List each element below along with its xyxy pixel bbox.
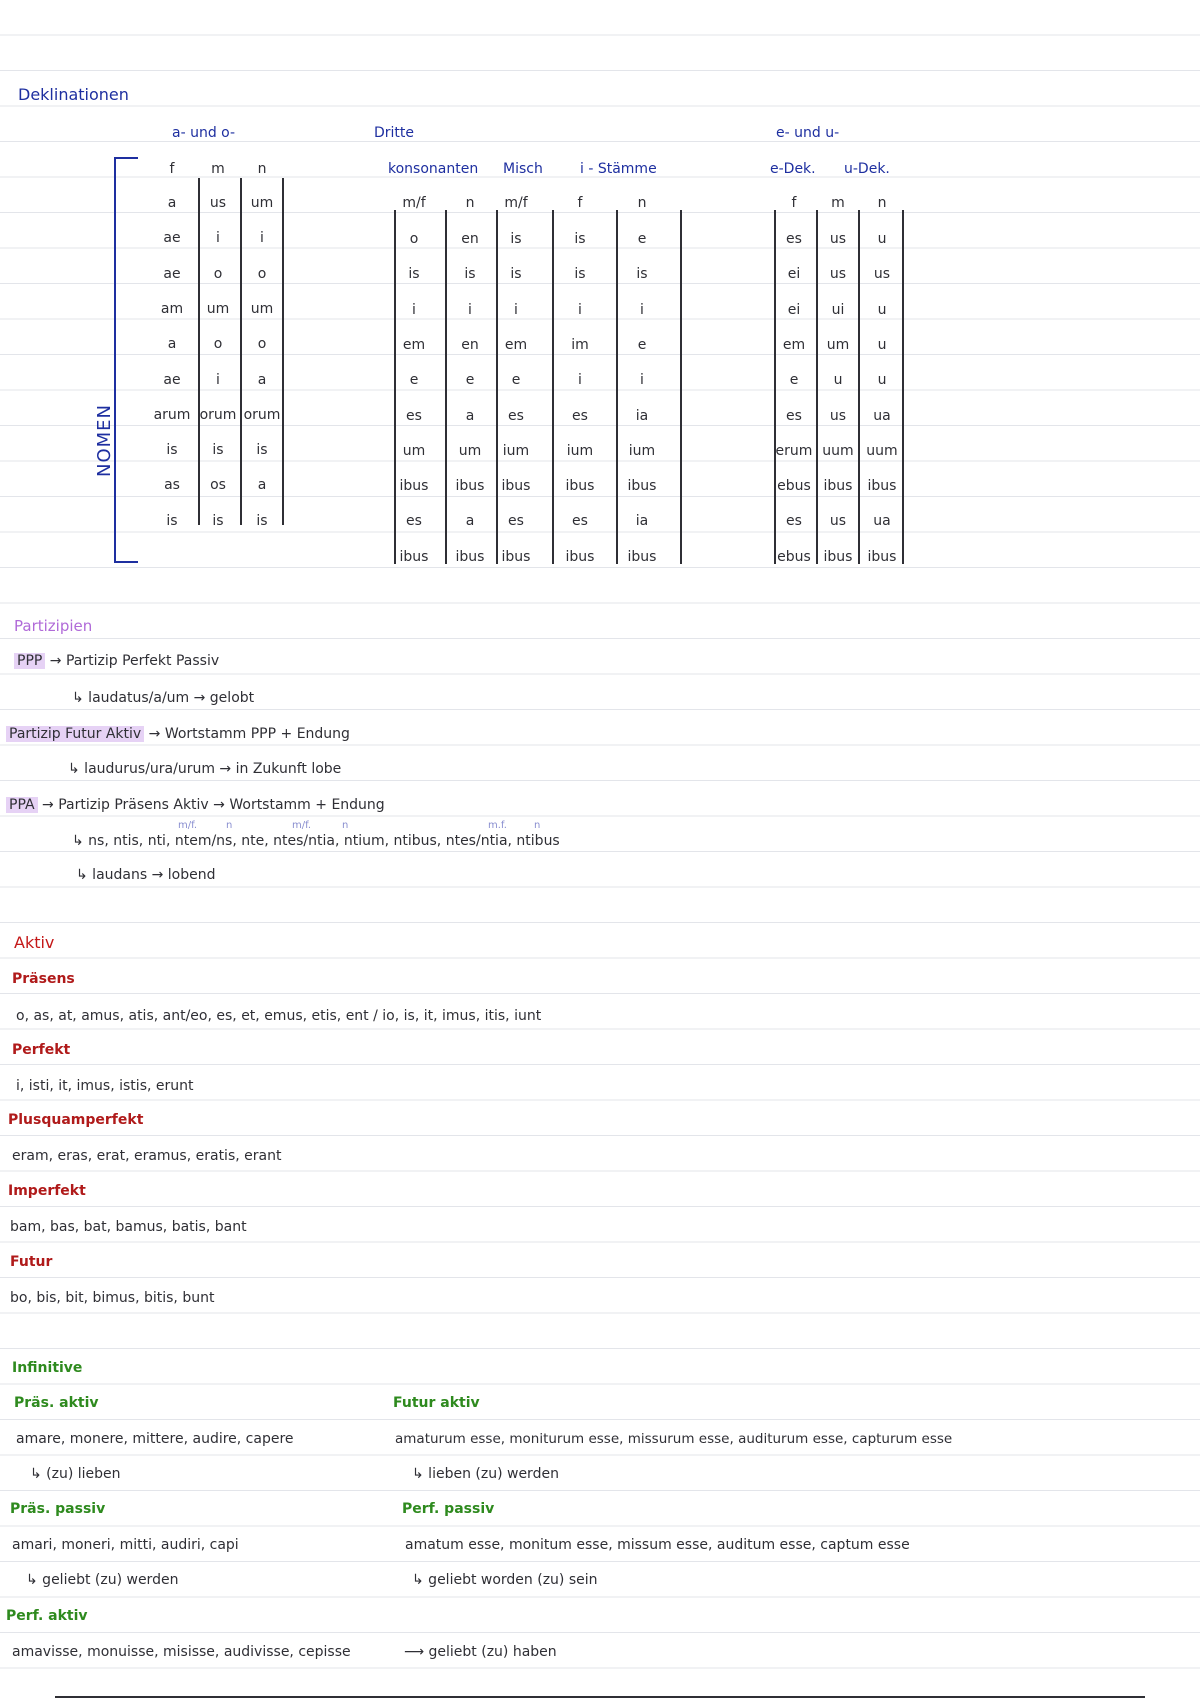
group-e-dek: e-Dek. <box>770 161 816 177</box>
praes-aktiv-forms: amare, monere, mittere, audire, capere <box>16 1431 294 1447</box>
eu-cell: u <box>877 336 887 353</box>
ao-cell: i <box>216 371 220 388</box>
dritte-cell: ium <box>566 442 594 459</box>
ao-header-2: n <box>257 161 267 177</box>
ao-cell: is <box>212 512 224 529</box>
dritte-cell: ium <box>502 442 530 459</box>
eu-cell: ebus <box>777 548 811 565</box>
dritte-cell: i <box>578 301 582 318</box>
dritte-cell: ibus <box>399 548 429 565</box>
ao-cell: o <box>213 336 223 353</box>
infinitive-title: Infinitive <box>12 1360 83 1376</box>
dritte-cell: ibus <box>565 548 595 565</box>
dritte-cell: is <box>574 266 586 283</box>
pfa-label: Partizip Futur Aktiv <box>6 726 144 742</box>
ao-cell: orum <box>199 406 237 423</box>
eu-cell: u <box>833 372 843 389</box>
ao-cell: is <box>166 512 178 529</box>
ppp-line <box>14 652 219 670</box>
ppp-example: ↳ laudatus/a/um → gelobt <box>72 690 255 706</box>
ppa-label: PPA <box>6 797 38 813</box>
dritte-cell: ia <box>635 407 649 424</box>
nomen-bracket <box>114 157 138 563</box>
ao-cell: um <box>250 300 274 317</box>
ao-cell: os <box>210 477 226 494</box>
ao-cell: ae <box>163 371 181 388</box>
eu-column-divider <box>858 210 860 564</box>
dritte-cell: es <box>406 407 422 424</box>
dritte-cell: i <box>640 372 644 389</box>
ao-cell: a <box>167 195 177 211</box>
group-i-staemme: i - Stämme <box>580 161 657 177</box>
dritte-column-divider <box>680 210 682 564</box>
dritte-cell: um <box>458 442 482 459</box>
ao-cell: a <box>257 371 267 388</box>
dritte-cell: ibus <box>627 478 657 495</box>
eu-column-divider <box>816 210 818 564</box>
ao-cell: is <box>166 442 178 459</box>
dritte-cell: es <box>508 407 524 424</box>
praes-aktiv-label: Präs. aktiv <box>14 1395 99 1411</box>
eu-cell: ei <box>787 266 801 283</box>
eu-cell: ibus <box>823 478 853 495</box>
ao-cell: i <box>216 230 220 247</box>
perf-aktiv-translation: ⟶ geliebt (zu) haben <box>404 1644 557 1660</box>
praesens-endings: o, as, at, amus, atis, ant/eo, es, et, emus, etis, ent / io, is, it, imus, itis, iunt <box>16 1008 542 1024</box>
ao-header-1: m <box>211 161 225 177</box>
perf-passiv-label: Perf. passiv <box>402 1501 495 1517</box>
pfa-def: → Wortstamm PPP + Endung <box>148 726 350 742</box>
dritte-cell: ibus <box>501 548 531 565</box>
praesens-label: Präsens <box>12 971 75 987</box>
ppa-endings: ↳ ns, ntis, nti, ntem/ns, nte, ntes/ntia, ntium, ntibus, ntes/ntia, ntibus <box>72 833 560 849</box>
imperfekt-endings: bam, bas, bat, bamus, batis, bant <box>10 1219 247 1235</box>
futur-aktiv-forms: amaturum esse, moniturum esse, missurum esse, auditurum esse, capturum esse <box>395 1431 953 1447</box>
dritte-header-4: n <box>637 195 647 211</box>
dritte-cell: ibus <box>627 548 657 565</box>
ao-cell: arum <box>153 406 191 423</box>
praes-passiv-forms: amari, moneri, mitti, audiri, capi <box>12 1537 239 1553</box>
ppp-def: → Partizip Perfekt Passiv <box>49 653 220 669</box>
eu-cell: ei <box>787 301 801 318</box>
praes-passiv-translation: ↳ geliebt (zu) werden <box>26 1572 179 1588</box>
dritte-column-divider <box>496 210 498 564</box>
eu-cell: ebus <box>777 478 811 495</box>
ao-cell: is <box>256 442 268 459</box>
futur-aktiv-translation: ↳ lieben (zu) werden <box>412 1466 559 1482</box>
eu-header-0: f <box>791 195 797 211</box>
group-misch: Misch <box>503 161 543 177</box>
ao-title: a- und o- <box>172 125 236 141</box>
eu-cell: us <box>829 231 847 247</box>
dritte-cell: o <box>409 231 419 247</box>
dritte-cell: e <box>637 336 647 353</box>
ppa-annotation-6: n <box>534 820 541 831</box>
eu-column-divider <box>902 210 904 564</box>
dritte-header-1: n <box>465 195 475 211</box>
dritte-cell: ibus <box>565 478 595 495</box>
ao-cell: as <box>164 477 180 494</box>
dritte-cell: is <box>510 266 522 283</box>
eu-cell: ibus <box>867 478 897 495</box>
praes-passiv-label: Präs. passiv <box>10 1501 106 1517</box>
dritte-cell: es <box>508 513 524 530</box>
dritte-cell: ibus <box>399 478 429 495</box>
dritte-cell: e <box>409 372 419 389</box>
group-konsonanten: konsonanten <box>388 161 479 177</box>
dritte-cell: e <box>465 372 475 389</box>
praes-aktiv-translation: ↳ (zu) lieben <box>30 1466 121 1482</box>
dritte-title: Dritte <box>374 125 415 141</box>
perf-aktiv-label: Perf. aktiv <box>6 1608 88 1624</box>
eu-cell: uum <box>822 442 854 459</box>
bottom-rule <box>55 1696 1145 1698</box>
dritte-column-divider <box>616 210 618 564</box>
dritte-cell: i <box>514 301 518 318</box>
group-u-dek: u-Dek. <box>844 161 890 177</box>
perf-passiv-translation: ↳ geliebt worden (zu) sein <box>412 1572 598 1588</box>
eu-cell: uum <box>866 442 898 459</box>
eu-cell: ibus <box>823 548 853 565</box>
ppa-line <box>6 796 385 814</box>
dritte-cell: is <box>636 266 648 283</box>
dritte-cell: es <box>572 513 588 530</box>
ao-cell: a <box>257 477 267 494</box>
dritte-cell: em <box>402 336 426 353</box>
dritte-column-divider <box>394 210 396 564</box>
ao-cell: is <box>256 512 268 529</box>
dritte-cell: ium <box>628 442 656 459</box>
dritte-cell: is <box>408 266 420 283</box>
ppa-annotation-4: n <box>342 820 349 831</box>
dritte-cell: en <box>461 231 479 247</box>
ao-cell: o <box>257 336 267 353</box>
ppa-annotation-1: m/f. <box>178 820 198 831</box>
eu-cell: ibus <box>867 548 897 565</box>
ao-cell: us <box>209 195 227 211</box>
eu-cell: us <box>829 266 847 283</box>
dritte-column-divider <box>552 210 554 564</box>
pfa-line <box>6 725 350 743</box>
dritte-cell: es <box>406 513 422 530</box>
eu-cell: ui <box>831 301 845 318</box>
dritte-cell: en <box>461 336 479 353</box>
eu-cell: u <box>877 301 887 318</box>
ao-header-0: f <box>169 161 175 177</box>
deklinationen-title: Deklinationen <box>18 85 129 104</box>
dritte-cell: e <box>511 372 521 389</box>
ao-cell: i <box>260 230 264 247</box>
plusquamperfekt-label: Plusquamperfekt <box>8 1112 144 1128</box>
dritte-header-2: m/f <box>504 195 528 211</box>
dritte-cell: is <box>510 231 522 247</box>
ao-cell: is <box>212 442 224 459</box>
ao-cell: ae <box>163 230 181 247</box>
dritte-column-divider <box>445 210 447 564</box>
eu-cell: u <box>877 231 887 247</box>
futur-aktiv-label: Futur aktiv <box>393 1395 480 1411</box>
perfekt-label: Perfekt <box>12 1042 71 1058</box>
plusquamperfekt-endings: eram, eras, erat, eramus, eratis, erant <box>12 1148 282 1164</box>
ao-cell: a <box>167 336 177 353</box>
pfa-example: ↳ laudurus/ura/urum → in Zukunft lobe <box>68 761 342 777</box>
dritte-cell: ibus <box>455 548 485 565</box>
ao-cell: am <box>160 300 184 317</box>
dritte-cell: ia <box>635 513 649 530</box>
eu-cell: ua <box>873 407 891 424</box>
perf-passiv-forms: amatum esse, monitum esse, missum esse, auditum esse, captum esse <box>405 1537 910 1553</box>
ppa-example: ↳ laudans → lobend <box>76 867 216 883</box>
eu-cell: es <box>786 407 802 424</box>
ao-cell: ae <box>163 265 181 282</box>
dritte-cell: i <box>578 372 582 389</box>
dritte-cell: a <box>465 513 475 530</box>
dritte-cell: um <box>402 442 426 459</box>
eu-header-1: m <box>831 195 845 211</box>
nomen-label: NOMEN <box>94 403 116 478</box>
eu-cell: erum <box>775 442 813 459</box>
dritte-cell: ibus <box>455 478 485 495</box>
eu-cell: em <box>782 336 806 353</box>
dritte-cell: e <box>637 231 647 247</box>
ppp-label: PPP <box>14 653 45 669</box>
dritte-cell: i <box>640 301 644 318</box>
ppa-annotation-5: m.f. <box>488 820 507 831</box>
dritte-cell: im <box>571 336 589 353</box>
dritte-cell: is <box>574 231 586 247</box>
ao-cell: o <box>213 265 223 282</box>
ao-cell: orum <box>243 406 281 423</box>
eu-cell: um <box>826 336 850 353</box>
dritte-cell: em <box>504 336 528 353</box>
eu-cell: us <box>873 266 891 283</box>
ao-cell: o <box>257 265 267 282</box>
ao-column-divider <box>240 178 242 525</box>
dritte-cell: i <box>468 301 472 318</box>
ao-cell: um <box>206 300 230 317</box>
eu-cell: es <box>786 231 802 247</box>
aktiv-title: Aktiv <box>14 933 55 952</box>
ao-column-divider <box>282 178 284 525</box>
eu-cell: us <box>829 407 847 424</box>
eu-title: e- und u- <box>776 125 840 141</box>
dritte-cell: is <box>464 266 476 283</box>
perf-aktiv-forms: amavisse, monuisse, misisse, audivisse, cepisse <box>12 1644 351 1660</box>
eu-cell: es <box>786 513 802 530</box>
dritte-cell: i <box>412 301 416 318</box>
ppa-annotation-2: n <box>226 820 233 831</box>
perfekt-endings: i, isti, it, imus, istis, erunt <box>16 1078 194 1094</box>
dritte-cell: ibus <box>501 478 531 495</box>
imperfekt-label: Imperfekt <box>8 1183 86 1199</box>
partizipien-title: Partizipien <box>14 617 93 635</box>
eu-cell: e <box>789 372 799 389</box>
dritte-cell: a <box>465 407 475 424</box>
eu-header-2: n <box>877 195 887 211</box>
futur-label: Futur <box>10 1254 53 1270</box>
eu-cell: ua <box>873 513 891 530</box>
eu-column-divider <box>774 210 776 564</box>
futur-endings: bo, bis, bit, bimus, bitis, bunt <box>10 1290 215 1306</box>
dritte-cell: es <box>572 407 588 424</box>
dritte-header-0: m/f <box>402 195 426 211</box>
dritte-header-3: f <box>577 195 583 211</box>
ao-column-divider <box>198 178 200 525</box>
ao-cell: um <box>250 195 274 211</box>
eu-cell: u <box>877 372 887 389</box>
ppa-annotation-3: m/f. <box>292 820 312 831</box>
ppa-def: → Partizip Präsens Aktiv → Wortstamm + Endung <box>42 797 385 813</box>
eu-cell: us <box>829 513 847 530</box>
